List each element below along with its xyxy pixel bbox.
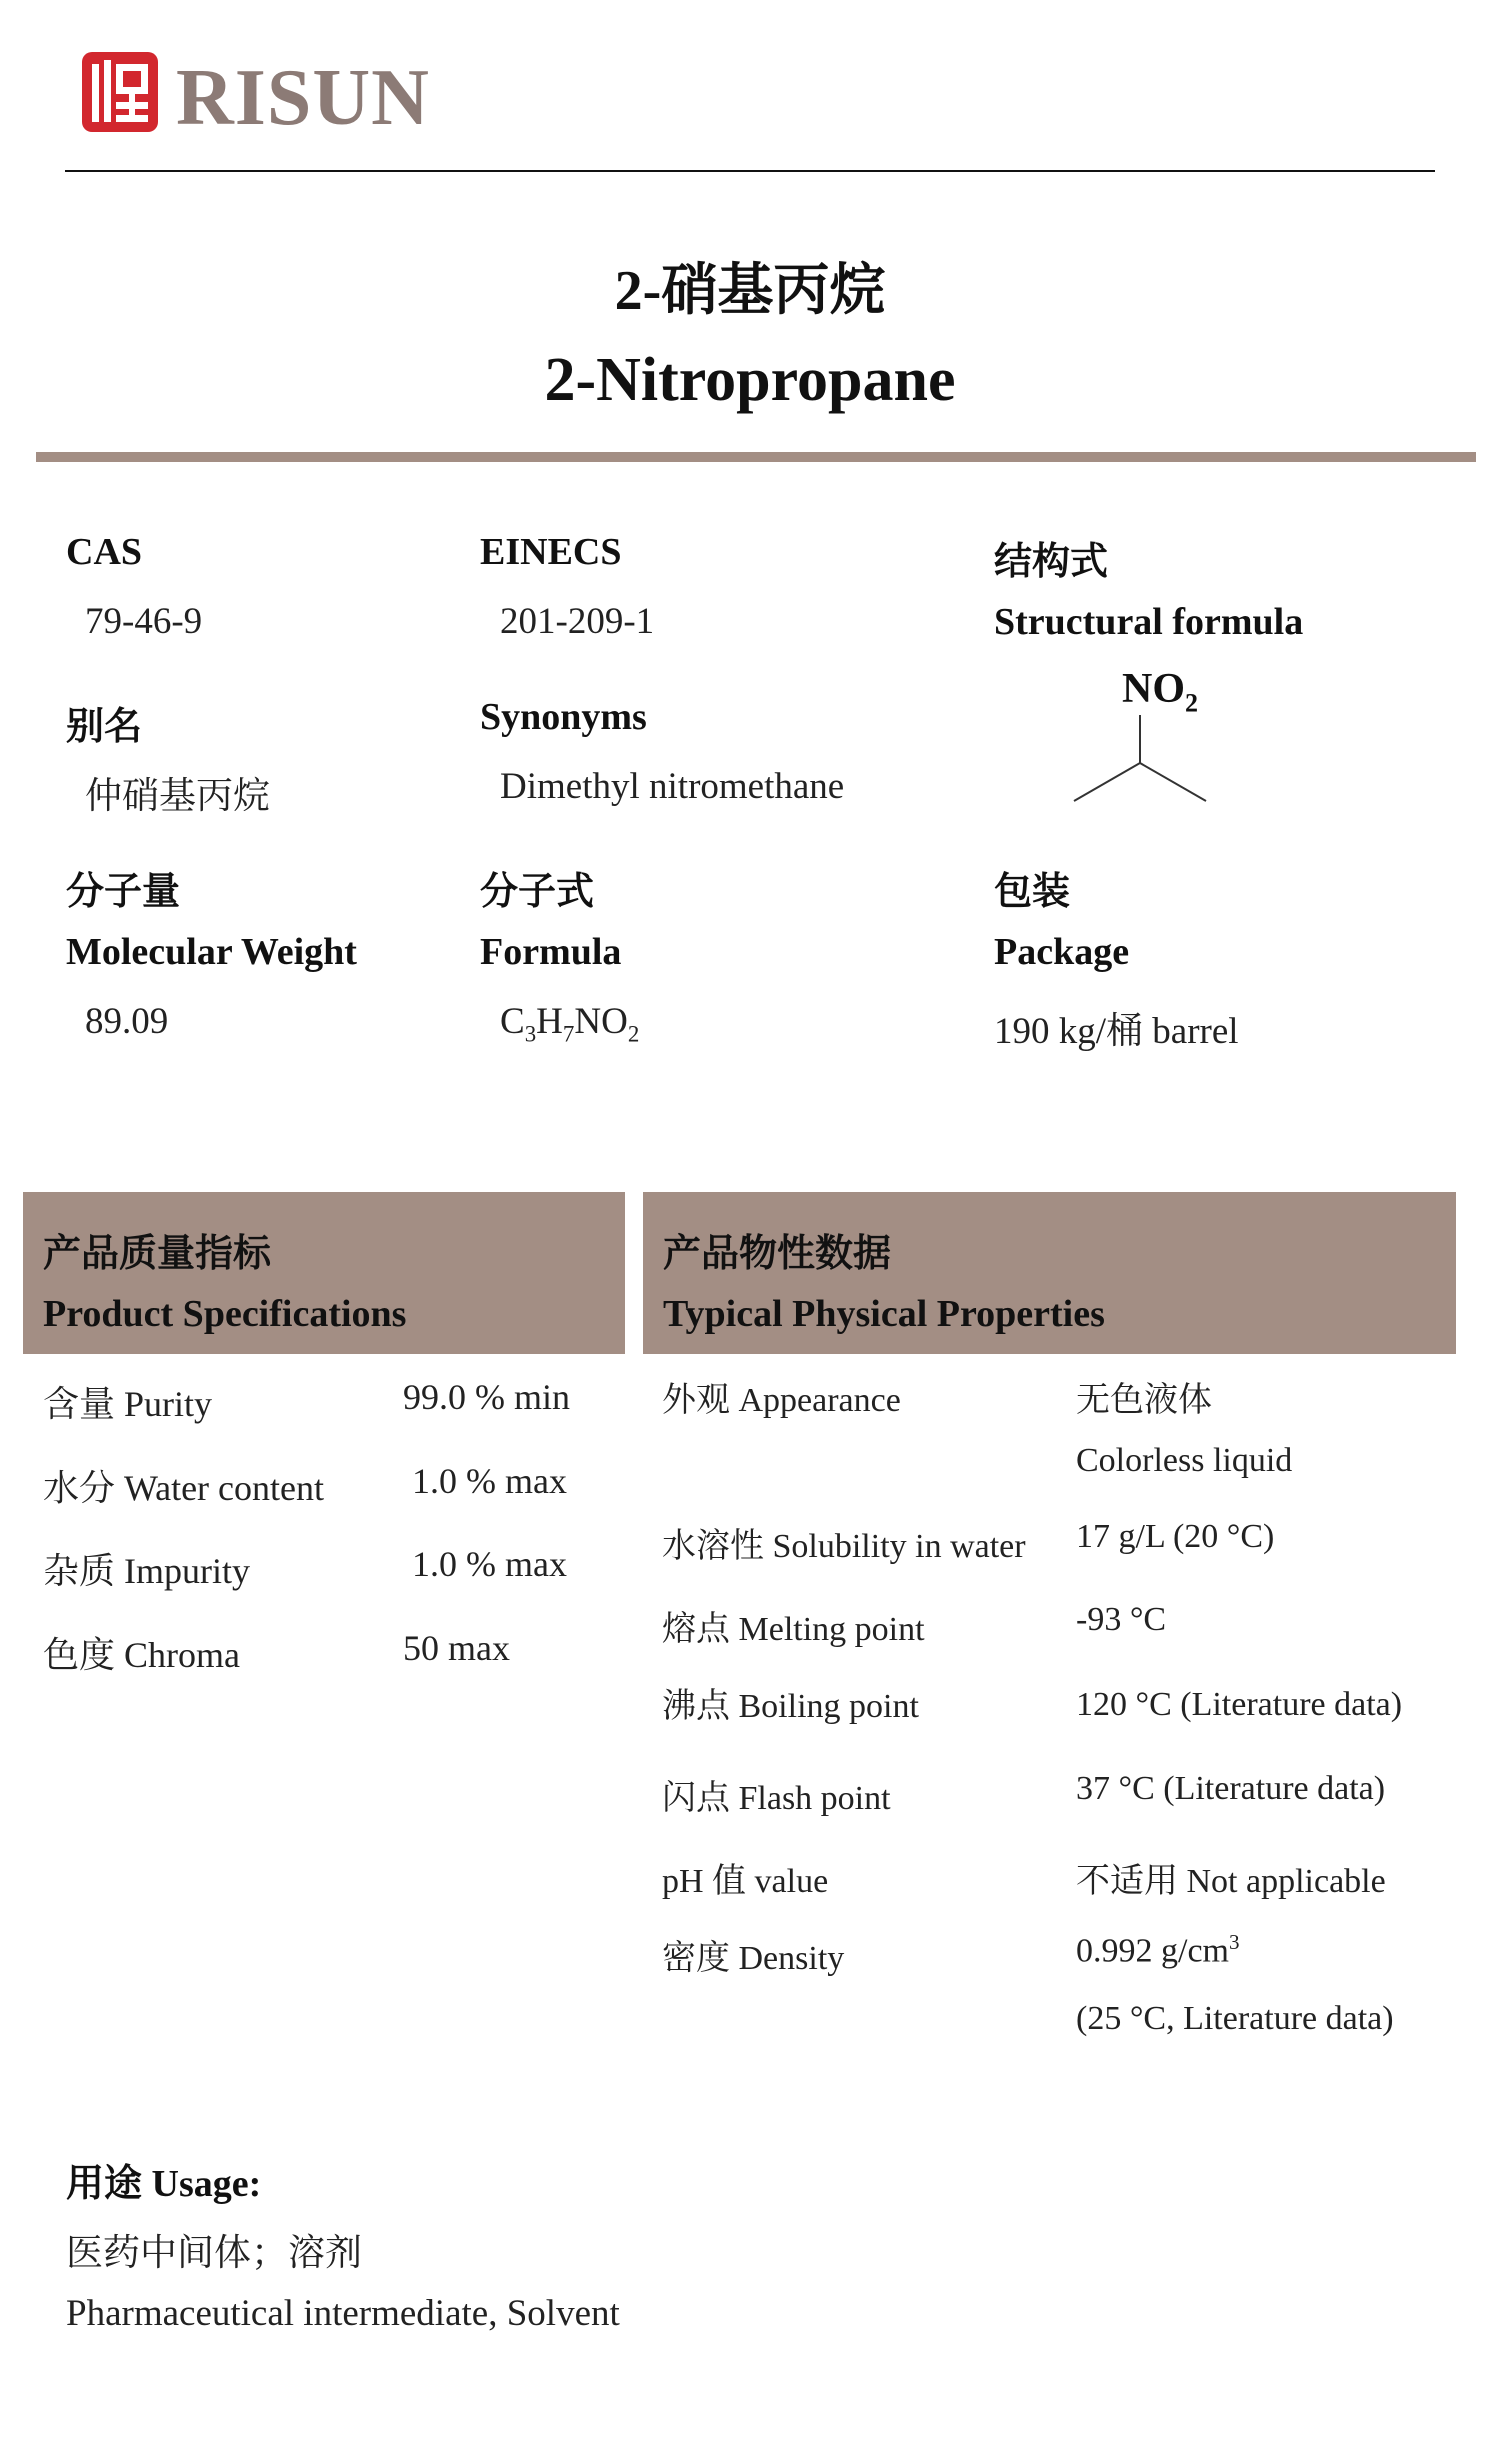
- properties-section-header: [643, 1192, 1456, 1354]
- spec-value-impurity: 1.0 % max: [412, 1544, 567, 1584]
- risun-seal-logo-icon: [82, 52, 158, 132]
- prop-value-flash: 37 °C (Literature data): [1076, 1770, 1386, 1807]
- specs-header-cn: 产品质量指标: [43, 1233, 272, 1275]
- brand-name: RISUN: [176, 54, 430, 142]
- prop-value-density-note: (25 °C, Literature data): [1076, 2000, 1394, 2037]
- header-divider: [65, 170, 1435, 172]
- package-value: 190 kg/桶 barrel: [994, 1011, 1239, 1052]
- einecs-value: 201-209-1: [500, 601, 655, 642]
- prop-value-ph: 不适用 Not applicable: [1076, 1863, 1386, 1900]
- usage-value-en: Pharmaceutical intermediate, Solvent: [66, 2293, 620, 2334]
- structure-nitro-group: $NO_2$: [1122, 666, 1199, 718]
- prop-value-appearance-en: Colorless liquid: [1076, 1442, 1293, 1479]
- formula-label-cn: 分子式: [480, 871, 595, 913]
- alias-label-cn: 别名: [66, 706, 143, 748]
- mw-label-en: Molecular Weight: [66, 931, 357, 973]
- structure-label-en: Structural formula: [994, 601, 1304, 643]
- structural-formula-diagram: [1060, 715, 1240, 865]
- prop-name-solubility: 水溶性 Solubility in water: [662, 1528, 1026, 1565]
- prop-value-appearance-cn: 无色液体: [1076, 1382, 1212, 1419]
- product-title-en: 2-Nitropropane: [544, 346, 956, 414]
- spec-name-chroma: 色度 Chroma: [43, 1635, 240, 1675]
- formula-value: $C_3H_7NO_2$: [500, 1001, 640, 1047]
- synonyms-value: Dimethyl nitromethane: [500, 766, 845, 807]
- properties-header-cn: 产品物性数据: [663, 1233, 892, 1275]
- usage-value-cn: 医药中间体；溶剂: [66, 2233, 362, 2274]
- spec-value-chroma: 50 max: [403, 1628, 510, 1668]
- prop-name-boiling: 沸点 Boiling point: [662, 1688, 919, 1725]
- alias-value-cn: 仲硝基丙烷: [85, 776, 270, 817]
- prop-value-density: 0.992 $g/cm^3$: [1076, 1930, 1240, 1970]
- usage-label: 用途 Usage:: [66, 2163, 262, 2205]
- synonyms-label: Synonyms: [480, 696, 647, 738]
- mw-value: 89.09: [85, 1001, 169, 1042]
- prop-value-solubility: 17 g/L (20 °C): [1076, 1518, 1275, 1555]
- specs-header-en: Product Specifications: [43, 1293, 407, 1335]
- prop-value-boiling: 120 °C (Literature data): [1076, 1686, 1403, 1723]
- prop-name-flash: 闪点 Flash point: [662, 1780, 891, 1817]
- prop-name-appearance: 外观 Appearance: [662, 1382, 901, 1419]
- prop-name-density: 密度 Density: [662, 1940, 845, 1977]
- cas-label: CAS: [66, 531, 143, 573]
- structure-label-cn: 结构式: [994, 541, 1109, 583]
- mw-label-cn: 分子量: [66, 871, 181, 913]
- formula-label-en: Formula: [480, 931, 622, 973]
- product-title-cn: 2-硝基丙烷: [614, 260, 886, 322]
- spec-name-impurity: 杂质 Impurity: [43, 1551, 250, 1591]
- prop-name-melting: 熔点 Melting point: [662, 1611, 925, 1648]
- spec-name-purity: 含量 Purity: [43, 1384, 213, 1424]
- specs-section-header: [23, 1192, 625, 1354]
- einecs-label: EINECS: [480, 531, 622, 573]
- prop-name-ph: pH 值 value: [662, 1863, 829, 1900]
- spec-value-purity: 99.0 % min: [403, 1377, 570, 1417]
- properties-header-en: Typical Physical Properties: [663, 1293, 1105, 1335]
- package-label-en: Package: [994, 931, 1130, 973]
- spec-value-water: 1.0 % max: [412, 1461, 567, 1501]
- cas-value: 79-46-9: [85, 601, 203, 642]
- package-label-cn: 包装: [994, 871, 1071, 913]
- title-divider: [36, 452, 1476, 462]
- prop-value-melting: -93 °C: [1076, 1601, 1167, 1638]
- spec-name-water: 水分 Water content: [43, 1468, 325, 1508]
